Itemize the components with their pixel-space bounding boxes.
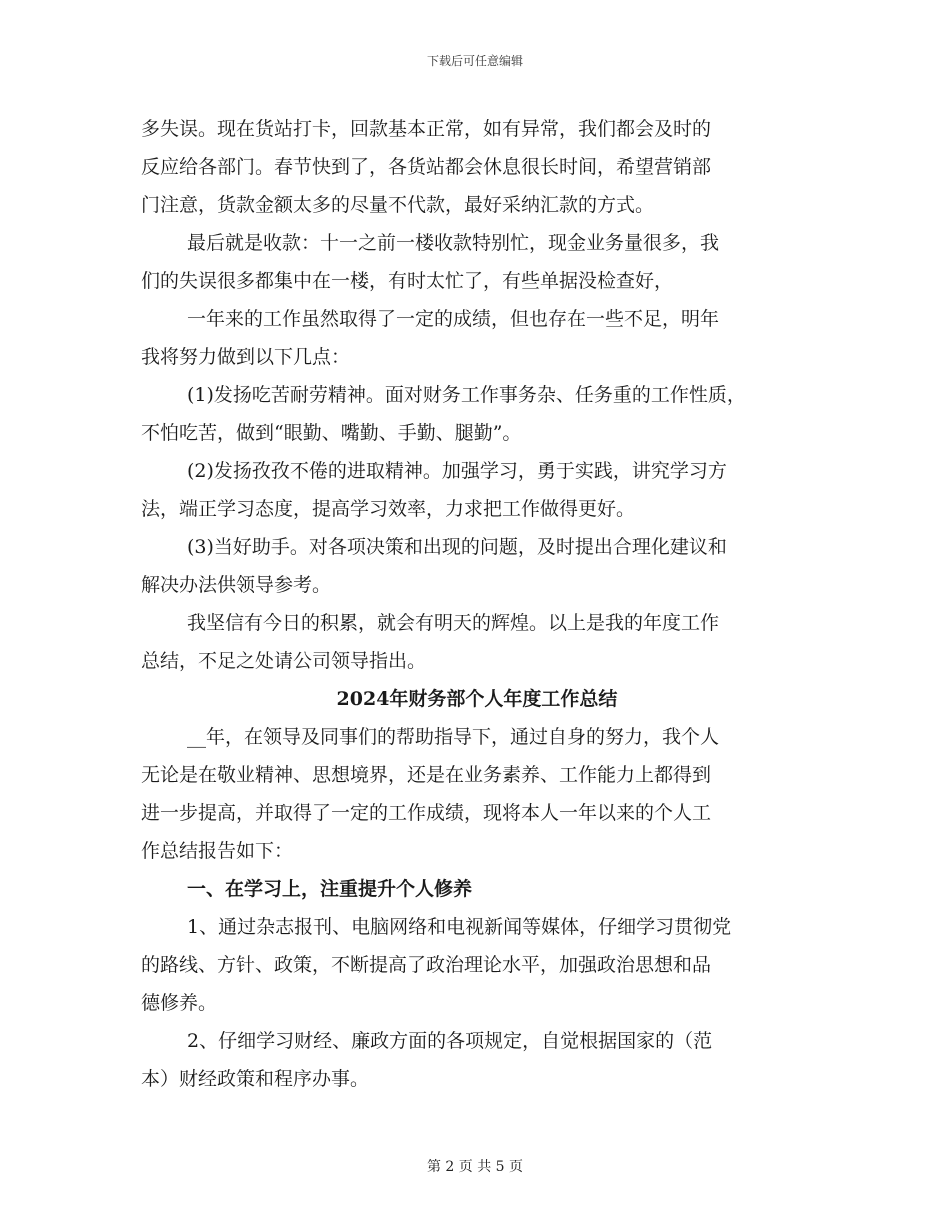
- paragraph-line: __年，在领导及同事们的帮助指导下，通过自身的努力，我个人: [187, 726, 720, 748]
- paragraph-line: 作总结报告如下：: [141, 840, 294, 862]
- paragraph-line: 1、通过杂志报刊、电脑网络和电视新闻等媒体，仔细学习贯彻党: [187, 916, 732, 938]
- section-heading: 一、在学习上，注重提升个人修养: [187, 878, 473, 900]
- paragraph-line: 进一步提高，并取得了一定的工作成绩，现将本人一年以来的个人工: [141, 802, 712, 824]
- paragraph-line: 总结，不足之处请公司领导指出。: [141, 650, 427, 672]
- paragraph-line: 解决办法供领导参考。: [141, 574, 332, 596]
- paragraph-line: 无论是在敬业精神、思想境界，还是在业务素养、工作能力上都得到: [141, 764, 712, 786]
- paragraph-line: 一年来的工作虽然取得了一定的成绩，但也存在一些不足，明年: [187, 308, 720, 330]
- paragraph-line: 门注意，货款金额太多的尽量不代款，最好采纳汇款的方式。: [141, 194, 655, 216]
- paragraph-line: (3)当好助手。对各项决策和出现的问题，及时提出合理化建议和: [187, 536, 727, 558]
- paragraph-line: 我将努力做到以下几点：: [141, 346, 351, 368]
- paragraph-line: 最后就是收款：十一之前一楼收款特别忙，现金业务量很多，我: [187, 232, 720, 254]
- paragraph-line: 本）财经政策和程序办事。: [141, 1068, 370, 1090]
- page-footer: 第 2 页 共 5 页: [426, 1159, 524, 1175]
- paragraph-line: (2)发扬孜孜不倦的进取精神。加强学习，勇于实践，讲究学习方: [187, 460, 727, 482]
- section-title: 2024年财务部个人年度工作总结: [336, 688, 618, 710]
- paragraph-line: 德修养。: [141, 992, 218, 1014]
- paragraph-line: 反应给各部门。春节快到了，各货站都会休息很长时间，希望营销部: [141, 156, 712, 178]
- paragraph-line: 我坚信有今日的积累，就会有明天的辉煌。以上是我的年度工作: [187, 612, 720, 634]
- paragraph-line: 多失误。现在货站打卡，回款基本正常，如有异常，我们都会及时的: [141, 118, 712, 140]
- paragraph-line: 的路线、方针、政策，不断提高了政治理论水平，加强政治思想和品: [141, 954, 712, 976]
- paragraph-line: 们的失误很多都集中在一楼，有时太忙了，有些单据没检查好，: [141, 270, 674, 292]
- paragraph-line: 2、仔细学习财经、廉政方面的各项规定，自觉根据国家的（范: [187, 1030, 713, 1052]
- paragraph-line: 法，端正学习态度，提高学习效率，力求把工作做得更好。: [141, 498, 636, 520]
- paragraph-line: 不怕吃苦，做到“眼勤、嘴勤、手勤、腿勤”。: [141, 422, 522, 444]
- page-header: 下载后可任意编辑: [426, 54, 523, 68]
- document-body: [141, 110, 813, 1098]
- paragraph-line: (1)发扬吃苦耐劳精神。面对财务工作事务杂、任务重的工作性质，: [187, 384, 746, 406]
